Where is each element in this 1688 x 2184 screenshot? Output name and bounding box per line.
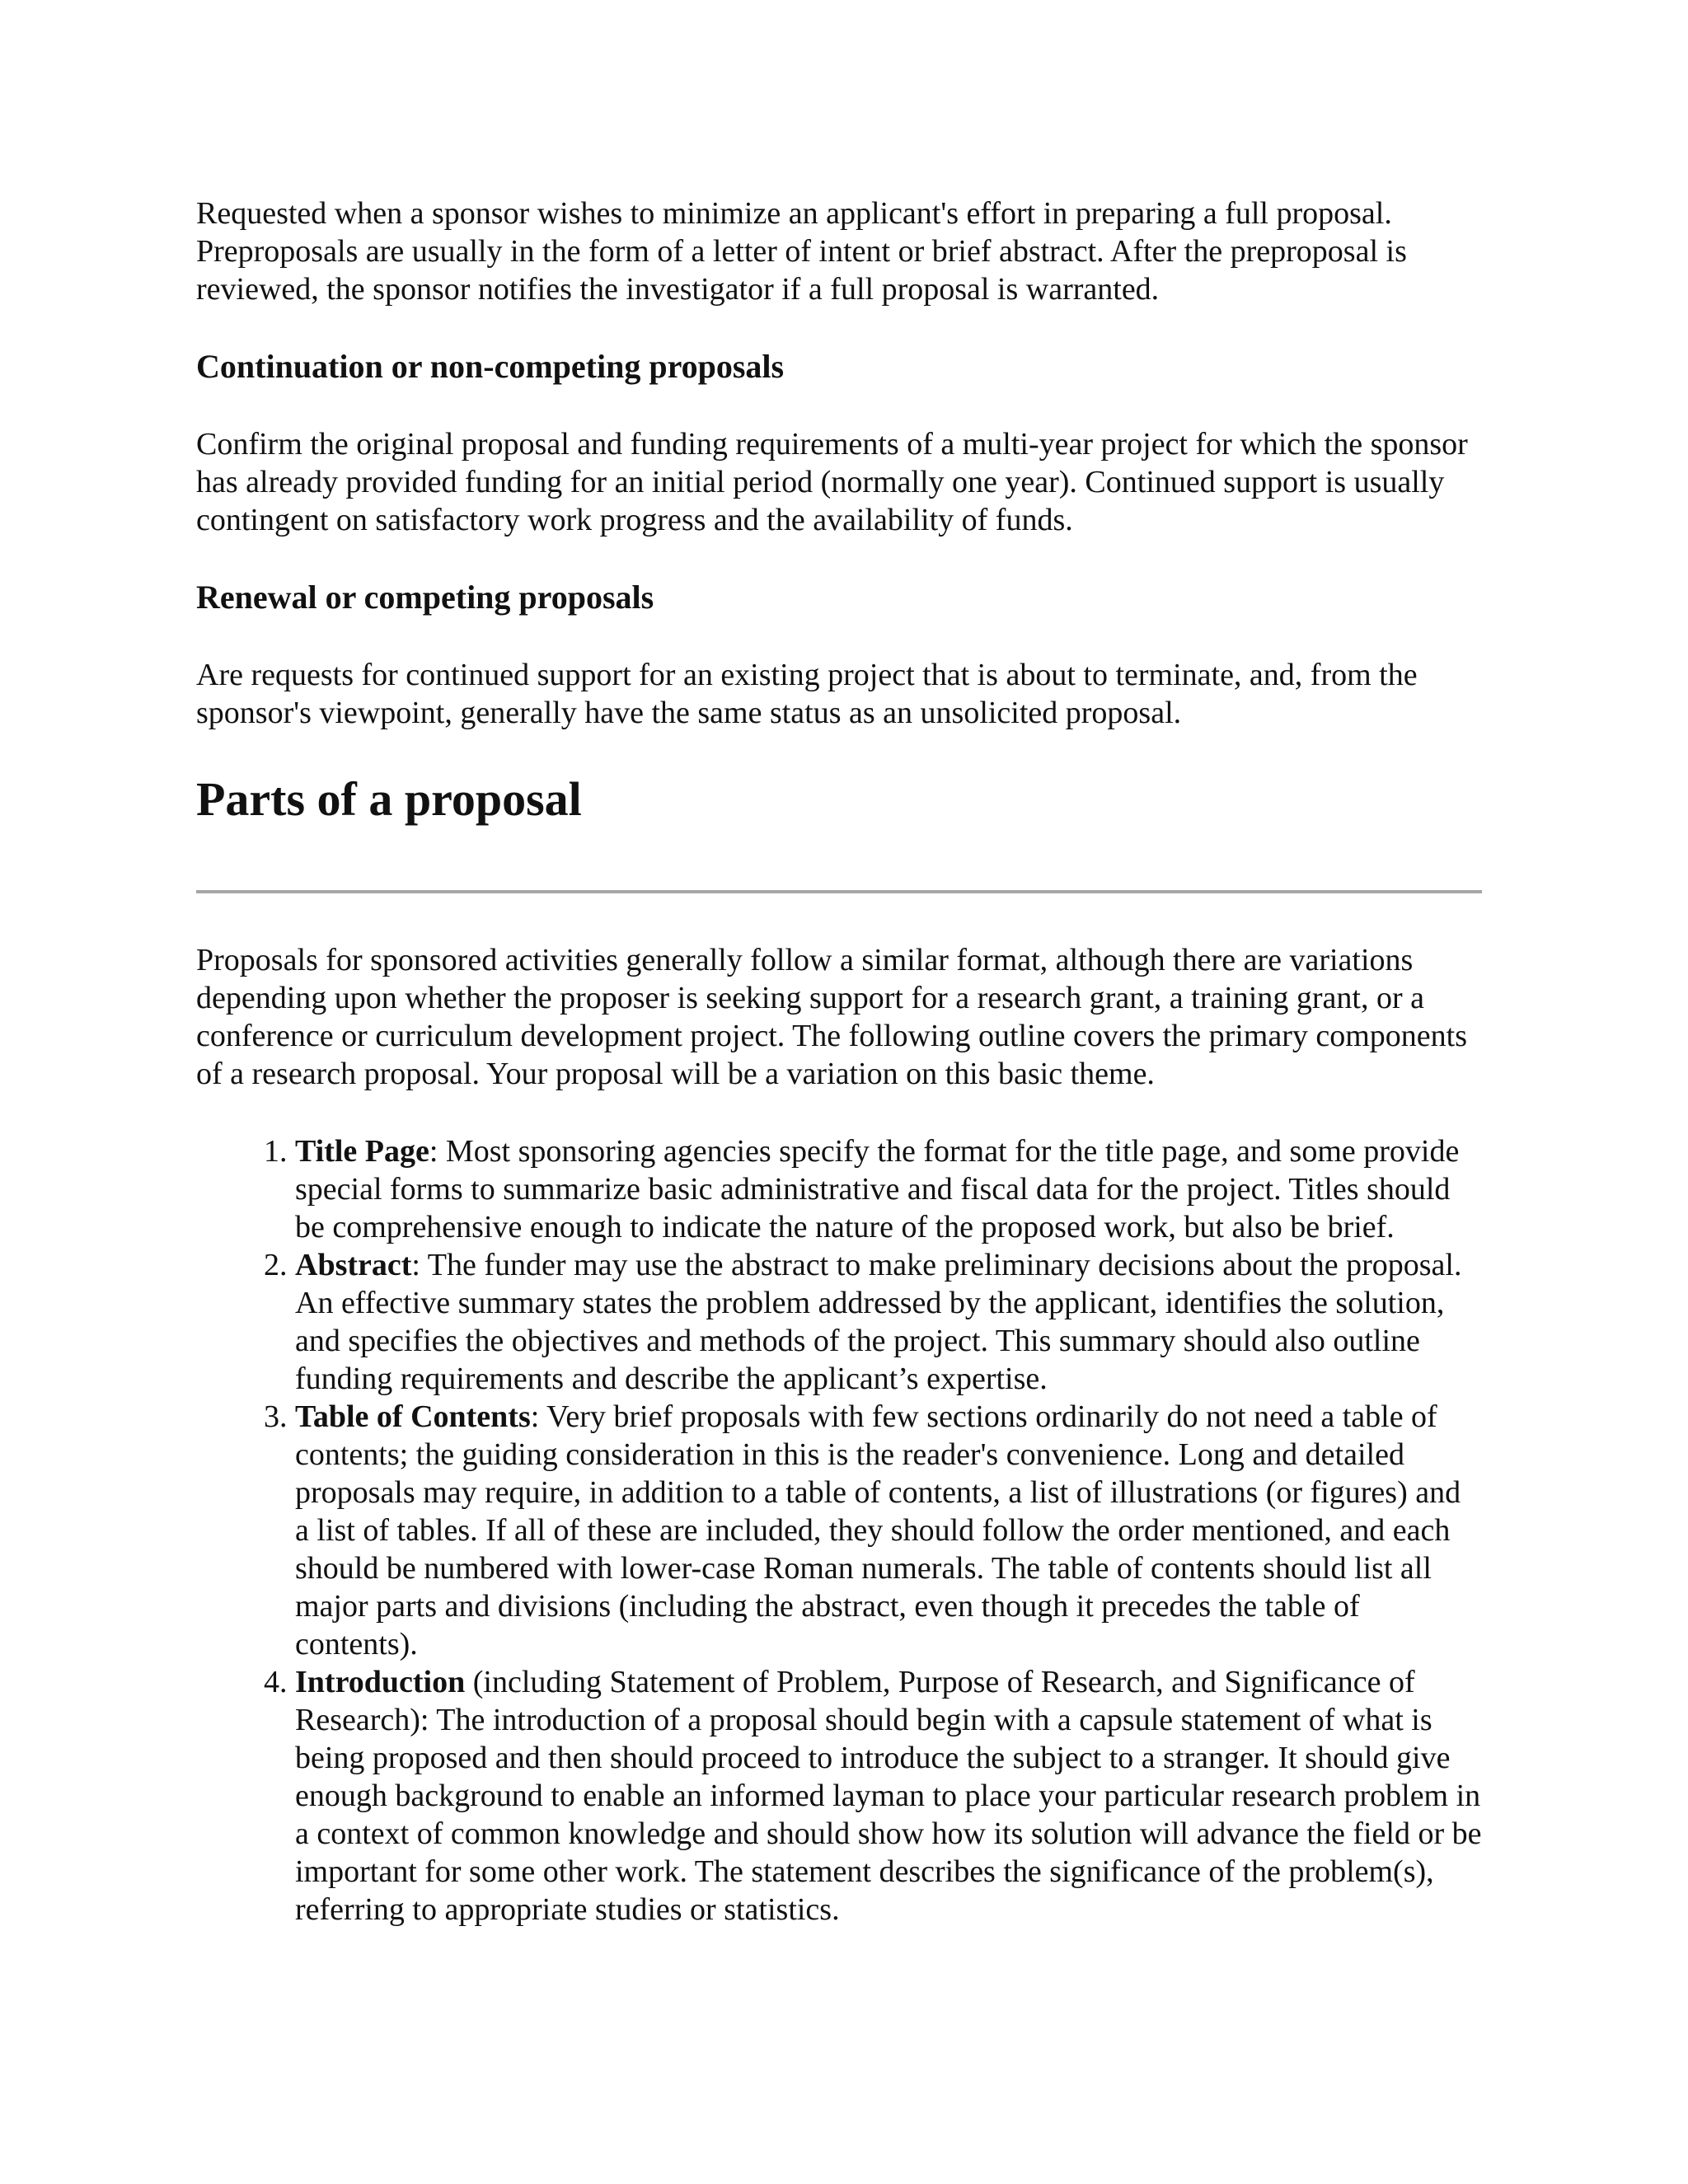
list-item-term: Table of Contents	[295, 1399, 531, 1434]
proposal-parts-list	[196, 1132, 1482, 1929]
horizontal-rule	[196, 890, 1482, 893]
parts-intro-paragraph: Proposals for sponsored activities generally follow a similar format, although there are variations depending upon whether the proposer is seeking support for a research grant, a training grant, or a conference or curriculum development project. The following outline covers the primary components of a research proposal. Your proposal will be a variation on this basic theme.	[196, 943, 1468, 1091]
list-item	[295, 1132, 1482, 1246]
renewal-heading: Renewal or competing proposals	[196, 579, 654, 616]
list-item	[295, 1398, 1482, 1663]
preproposal-paragraph: Requested when a sponsor wishes to minimize an applicant's effort in preparing a full proposal. Preproposals are usually in the form of a letter of intent or brief abstract. After the preproposal is reviewed, the sponsor notifies the investigator if a full proposal is warranted.	[196, 196, 1407, 307]
list-item-text: : Most sponsoring agencies specify the format for the title page, and some provide special forms to summarize basic administrative and fiscal data for the project. Titles should be comprehensive enough to indicate the nature of the proposed work, but also be brief.	[295, 1134, 1460, 1244]
document-page	[196, 194, 1482, 1929]
list-item-text: : Very brief proposals with few sections ordinarily do not need a table of contents; the guiding consideration in this is the reader's convenience. Long and detailed proposals may require, in addition to a table of contents, a list of illustrations (or figures) and a list of tables. If all of these are included, they should follow the order mentioned, and each should be numbered with lower-case Roman numerals. The table of contents should list all major parts and divisions (including the abstract, even though it precedes the table of contents).	[295, 1399, 1461, 1661]
list-item-term: Title Page	[295, 1134, 429, 1169]
list-item	[295, 1246, 1482, 1398]
list-item-text: : The funder may use the abstract to make preliminary decisions about the proposal. An effective summary states the problem addressed by the applicant, identifies the solution, and specifies the objectives and methods of the project. This summary should also outline funding requirements and describe the applicant’s expertise.	[295, 1248, 1462, 1396]
continuation-heading: Continuation or non-competing proposals	[196, 348, 785, 385]
list-item-term: Abstract	[295, 1248, 412, 1282]
list-item	[295, 1663, 1482, 1929]
list-item-text: (including Statement of Problem, Purpose of Research, and Significance of Research): The introduction of a proposal should begin with a capsule statement of what is being proposed and then should proceed to introduce the subject to a stranger. It should give enough background to enable an informed layman to place your particular research problem in a context of common knowledge and should show how its solution will advance the field or be important for some other work. The statement describes the significance of the problem(s), referring to appropriate studies or statistics.	[295, 1665, 1482, 1927]
parts-heading: Parts of a proposal	[196, 772, 582, 826]
continuation-paragraph: Confirm the original proposal and funding requirements of a multi-year project for which the sponsor has already provided funding for an initial period (normally one year). Continued support is usually contingent on satisfactory work progress and the availability of funds.	[196, 427, 1468, 537]
renewal-paragraph: Are requests for continued support for an existing project that is about to terminate, and, from the sponsor's viewpoint, generally have the same status as an unsolicited proposal.	[196, 658, 1418, 730]
list-item-term: Introduction	[295, 1665, 466, 1699]
